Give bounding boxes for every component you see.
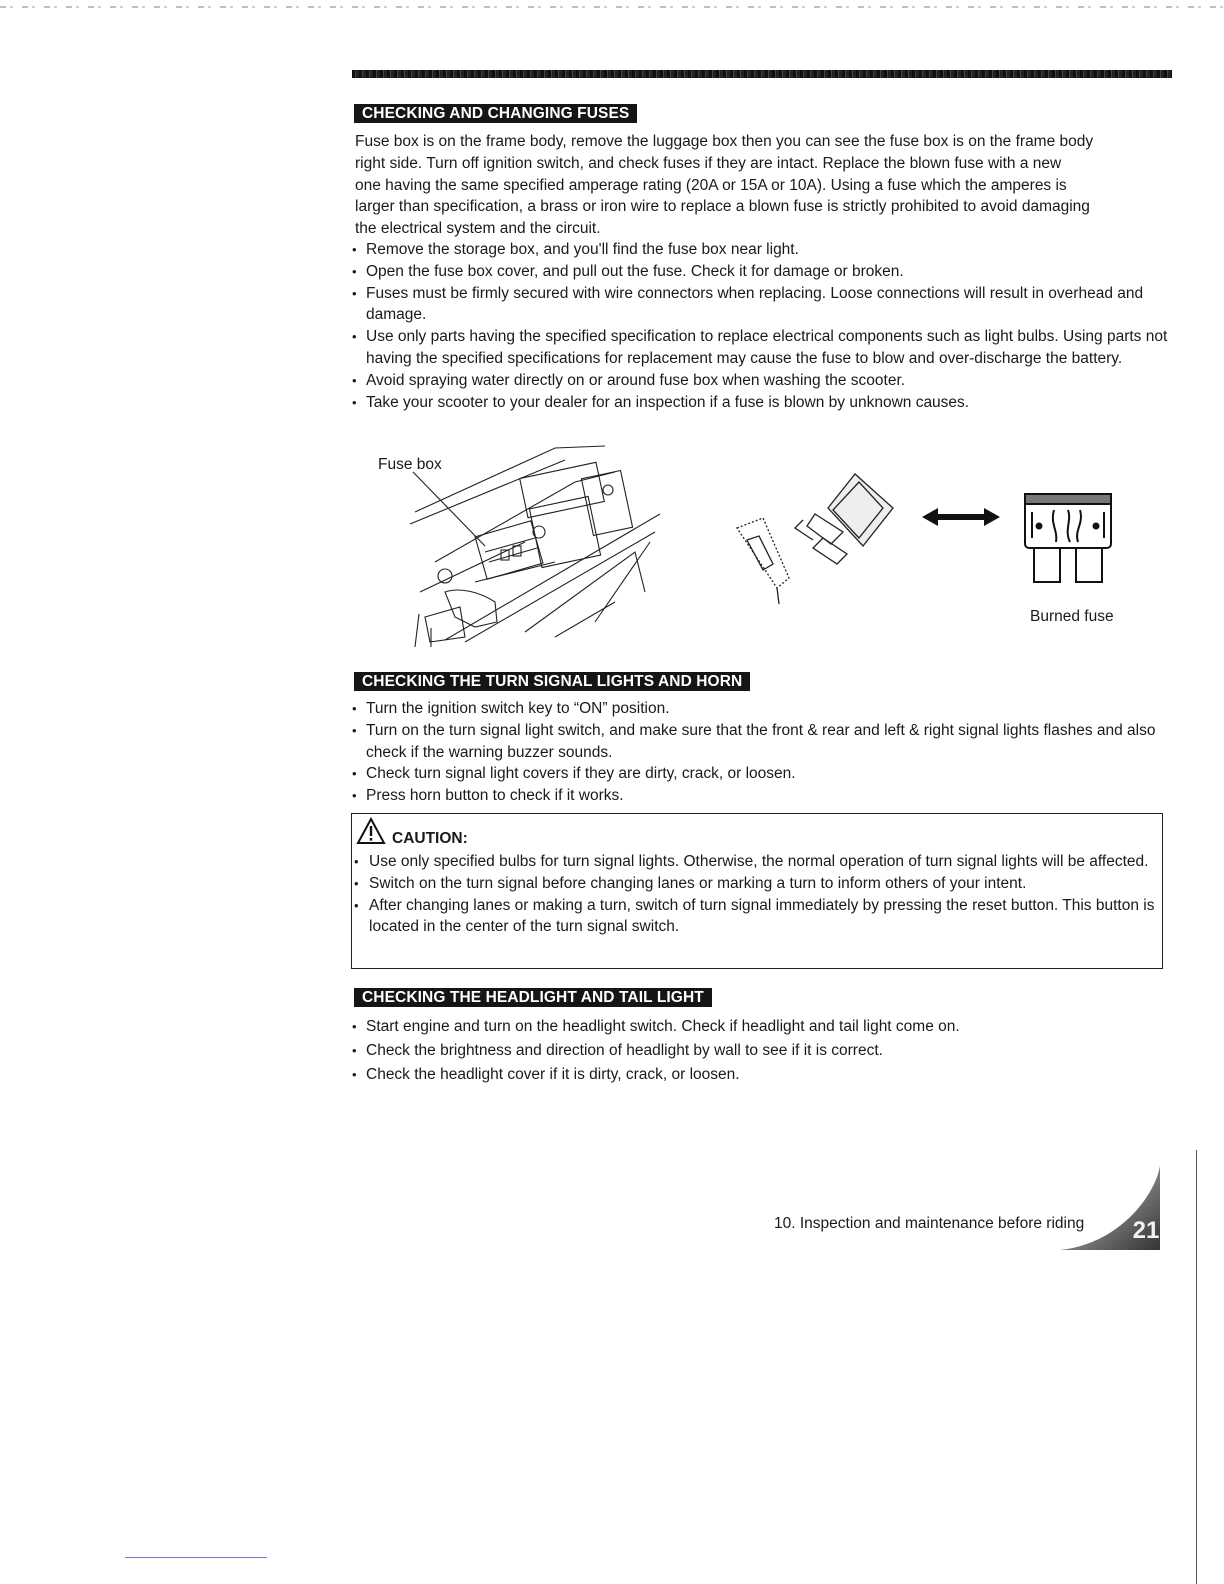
fuses-paragraph-line: the electrical system and the circuit. [355,220,601,238]
list-item: • Check the brightness and direction of headlight by wall to see if it is correct. [352,1039,1170,1063]
fuses-paragraph-line: Fuse box is on the frame body, remove the luggage box then you can see the fuse box is on the frame body [355,133,1094,150]
fuses-bullet-list [352,239,1170,413]
page-edge-line [1196,1150,1197,1584]
list-item: • Turn the ignition switch key to “ON” position. [352,698,1170,720]
page-number-tab [1060,1162,1164,1258]
scan-artifact-bottom [125,1557,267,1558]
fuses-paragraph-line: right side. Turn off ignition switch, and check fuses if they are intact. Replace the blown fuse with a new [355,154,1062,172]
caution-box [351,813,1163,969]
list-item: • Switch on the turn signal before changing lanes or marking a turn to inform others of your intent. [354,873,1159,895]
scan-artifact-top [0,6,1224,8]
turn-signal-bullet-list [352,698,1170,807]
list-item: • Press horn button to check if it works. [352,785,1170,807]
caution-title: CAUTION: [392,830,468,847]
fuses-paragraph [355,131,1170,240]
fuse-box-label: Fuse box [378,456,442,473]
list-item: • Check turn signal light covers if they are dirty, crack, or loosen. [352,763,1170,785]
fuses-paragraph-line: one having the same specified amperage rating (20A or 15A or 10A). Using a fuse which the amperes is [355,176,1067,194]
header-rule [352,70,1172,78]
list-item: • Use only parts having the specified specification to replace electrical components such as light bulbs. Using parts not having the specified specifications for replacement may cause the fuse to blow and over-discharge the battery. [352,326,1170,370]
warning-triangle-icon [356,816,386,846]
page-number: 21 [1132,1217,1160,1244]
list-item: • Remove the storage box, and you'll find the fuse box near light. [352,239,1170,261]
list-item: • Check the headlight cover if it is dirty, crack, or loosen. [352,1063,1170,1087]
fuse-illustration [733,468,913,608]
list-item: • After changing lanes or making a turn, switch of turn signal immediately by pressing the reset button. This button is located in the center of the turn signal switch. [354,895,1159,939]
section-heading-headlight: CHECKING THE HEADLIGHT AND TAIL LIGHT [354,988,712,1007]
section-heading-turn-signal: CHECKING THE TURN SIGNAL LIGHTS AND HORN [354,672,750,691]
list-item: • Turn on the turn signal light switch, and make sure that the front & rear and left & right signal lights flashes and also check if the warning buzzer sounds. [352,720,1170,764]
burned-fuse-label: Burned fuse [1030,608,1114,625]
list-item: • Open the fuse box cover, and pull out the fuse. Check it for damage or broken. [352,261,1170,283]
list-item: • Take your scooter to your dealer for an inspection if a fuse is blown by unknown causes. [352,392,1170,414]
section-heading-fuses: CHECKING AND CHANGING FUSES [354,104,637,123]
list-item: • Fuses must be firmly secured with wire connectors when replacing. Loose connections will result in overhead and damage. [352,283,1170,327]
fuses-paragraph-line: larger than specification, a brass or iron wire to replace a blown fuse is strictly prohibited to avoid damaging [355,198,1090,216]
caution-list [354,851,1159,938]
burned-fuse-icon [1022,490,1114,586]
footer-chapter-title: 10. Inspection and maintenance before riding [774,1215,1085,1232]
list-item: • Start engine and turn on the headlight switch. Check if headlight and tail light come on. [352,1015,1170,1039]
headlight-bullet-list [352,1015,1170,1087]
fuse-box-illustration [405,442,665,647]
double-arrow-icon [922,505,1002,529]
list-item: • Avoid spraying water directly on or around fuse box when washing the scooter. [352,370,1170,392]
list-item: • Use only specified bulbs for turn signal lights. Otherwise, the normal operation of turn signal lights will be affected. [354,851,1159,873]
